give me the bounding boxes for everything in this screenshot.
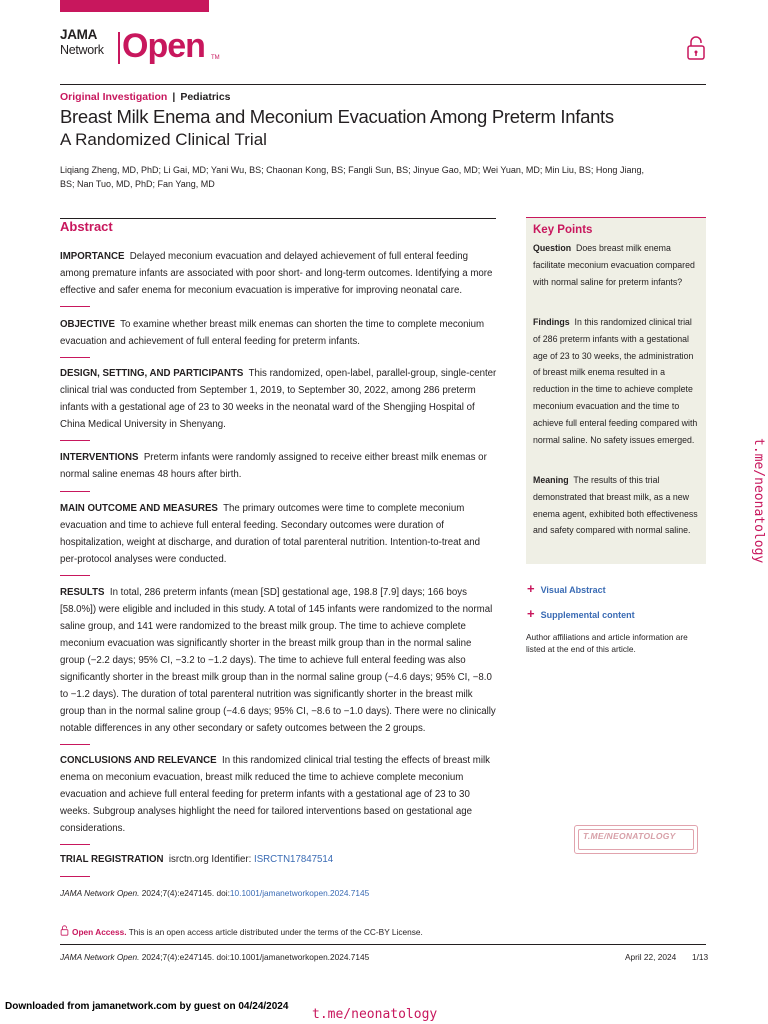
registration-link[interactable]: ISRCTN17847514 bbox=[254, 854, 334, 865]
article-subtitle: A Randomized Clinical Trial bbox=[60, 130, 267, 149]
section-text: The primary outcomes were time to complete meconium evacuation and time to achieve full enteral feeding. Secondary outcomes were duration of hospitalization, weight at discharge, and duration of total parenteral nutrition. Intention-to-treat and per-protocol analyses were conducted. bbox=[60, 503, 481, 565]
section-label: CONCLUSIONS AND RELEVANCE bbox=[60, 755, 217, 766]
header-divider bbox=[60, 84, 706, 85]
open-access-line bbox=[60, 925, 423, 938]
logo-divider bbox=[118, 32, 120, 64]
key-points-meaning bbox=[533, 472, 701, 539]
key-points-title: Key Points bbox=[533, 224, 593, 236]
open-access-label[interactable]: Open Access. bbox=[72, 927, 127, 937]
section-separator bbox=[60, 844, 90, 845]
abstract-results bbox=[60, 584, 498, 737]
journal-top-bar bbox=[60, 0, 209, 12]
footer-divider bbox=[60, 944, 706, 945]
download-notice: Downloaded from jamanetwork.com by guest on 04/24/2024 bbox=[5, 1001, 289, 1012]
meaning-label: Meaning bbox=[533, 475, 569, 485]
section-label: OBJECTIVE bbox=[60, 319, 115, 330]
citation-line bbox=[60, 887, 369, 899]
section-label: IMPORTANCE bbox=[60, 251, 125, 262]
section-separator bbox=[60, 575, 90, 576]
side-watermark: t.me/neonatology bbox=[751, 438, 766, 564]
section-label: MAIN OUTCOME AND MEASURES bbox=[60, 503, 218, 514]
footer-journal: JAMA Network Open. bbox=[60, 952, 140, 962]
abstract-divider bbox=[60, 218, 496, 219]
article-type[interactable]: Original Investigation bbox=[60, 91, 168, 103]
article-eyebrow bbox=[60, 91, 231, 104]
logo-jama-text: JAMA bbox=[60, 27, 98, 42]
visual-abstract-label: Visual Abstract bbox=[540, 585, 606, 595]
section-text: In this randomized clinical trial testing the effects of breast milk enema on meconium evacuation, breast milk reduced the time to achieve complete meconium evacuation and achieve full enteral feeding for preterm infants with a gestational age of 23 to 30 weeks. Subgroup analyses highlight the need for tailored interventions based on gestational age considerations. bbox=[60, 755, 490, 834]
page-number: 1/13 bbox=[692, 952, 709, 962]
findings-label: Findings bbox=[533, 317, 570, 327]
section-separator bbox=[60, 357, 90, 358]
open-access-text: This is an open access article distributed under the terms of the CC-BY License. bbox=[128, 927, 423, 937]
key-points-question bbox=[533, 240, 701, 290]
bottom-watermark: t.me/neonatology bbox=[312, 1007, 438, 1022]
plus-icon: + bbox=[527, 606, 535, 621]
question-text: Does breast milk enema facilitate meconium evacuation compared with normal saline for preterm infants? bbox=[533, 243, 695, 287]
section-text: Preterm infants were randomly assigned to receive either breast milk enemas or normal saline enemas 48 hours after birth. bbox=[60, 452, 487, 480]
section-label: INTERVENTIONS bbox=[60, 452, 139, 463]
supplemental-label: Supplemental content bbox=[540, 610, 635, 620]
section-separator bbox=[60, 306, 90, 307]
article-section: Pediatrics bbox=[180, 91, 231, 103]
citation-details: 2024;7(4):e247145. doi: bbox=[141, 888, 230, 898]
doi-link[interactable]: 10.1001/jamanetworkopen.2024.7145 bbox=[229, 888, 370, 898]
abstract-heading: Abstract bbox=[60, 219, 113, 234]
abstract-objective bbox=[60, 316, 498, 350]
section-text: To examine whether breast milk enemas can shorten the time to complete meconium evacuation and achievement of full enteral feeding for preterm infants. bbox=[60, 319, 485, 347]
section-label: RESULTS bbox=[60, 587, 105, 598]
registration-label: TRIAL REGISTRATION bbox=[60, 854, 164, 865]
section-separator bbox=[60, 744, 90, 745]
open-access-lock-icon bbox=[686, 35, 706, 61]
visual-abstract-link[interactable] bbox=[527, 583, 606, 596]
article-title: Breast Milk Enema and Meconium Evacuation Among Preterm Infants bbox=[60, 106, 614, 127]
abstract-importance bbox=[60, 248, 498, 299]
section-text: Delayed meconium evacuation and delayed achievement of full enteral feeding among premature infants are associated with poor short- and long-term outcomes. Identifying a more effective and safer enema for meconium evacuation is imperative for improving neonatal care. bbox=[60, 251, 493, 296]
author-list: Liqiang Zheng, MD, PhD; Li Gai, MD; Yani Wu, BS; Chaonan Kong, BS; Fangli Sun, BS; Jinyue Gao, MD; Wei Yuan, MD; Min Liu, BS; Hong Jiang, BS; Nan Tuo, MD, PhD; Fan Yang, MD bbox=[60, 165, 644, 190]
trial-registration bbox=[60, 851, 498, 868]
affiliations-note: Author affiliations and article information are listed at the end of this article. bbox=[526, 632, 688, 654]
findings-text: In this randomized clinical trial of 286 preterm infants with a gestational age of 23 to 30 weeks, the administration of breast milk enema resulted in a reduction in the time to achieve complete meconium evacuation and the time to achieve full enteral feeding compared with normal saline. No safety issues emerged. bbox=[533, 317, 698, 445]
citation-journal: JAMA Network Open. bbox=[60, 888, 140, 898]
abstract-design bbox=[60, 365, 498, 433]
meaning-text: The results of this trial demonstrated that breast milk, as a new enema agent, exhibited both effectiveness and safety compared with normal saline. bbox=[533, 475, 698, 536]
footer-details: 2024;7(4):e247145. doi:10.1001/jamanetworkopen.2024.7145 bbox=[141, 952, 370, 962]
registration-text: isrctn.org Identifier: bbox=[168, 854, 252, 865]
abstract-interventions bbox=[60, 449, 498, 483]
abstract-conclusions bbox=[60, 752, 498, 837]
key-points-findings bbox=[533, 314, 701, 448]
section-label: DESIGN, SETTING, AND PARTICIPANTS bbox=[60, 368, 244, 379]
supplemental-content-link[interactable] bbox=[527, 608, 635, 621]
section-text: This randomized, open-label, parallel-group, single-center clinical trial was conducted from September 1, 2019, to September 30, 2022, among 286 preterm infants with a gestational age of 23 to 30 weeks in the neonatal ward of the Shengjing Hospital of China Medical University in Shenyang. bbox=[60, 368, 497, 430]
publication-date: April 22, 2024 bbox=[625, 952, 677, 962]
section-separator bbox=[60, 491, 90, 492]
question-label: Question bbox=[533, 243, 572, 253]
open-access-lock-icon bbox=[60, 925, 69, 936]
logo-trademark: TM bbox=[211, 55, 220, 61]
abstract-outcomes bbox=[60, 500, 498, 568]
logo-network-text: Network bbox=[60, 43, 104, 57]
logo-open-text: Open bbox=[122, 27, 205, 65]
eyebrow-separator: | bbox=[172, 91, 176, 103]
footer-citation bbox=[60, 951, 369, 963]
watermark-stamp-text: T.ME/NEONATOLOGY bbox=[583, 831, 676, 841]
section-text: In total, 286 preterm infants (mean [SD] gestational age, 198.8 [7.9] days; 166 boys [58.0%]) were eligible and included in this study. A total of 145 infants were randomized to the normal saline group, and 141 were randomized to the breast milk group. The time to achieve complete meconium evacuation was significantly shorter in the breast milk group than in the normal saline group (−2.2 days; 95% CI, −3.2 to −1.2 days). The time to achieve full enteral feeding was also significantly shorter in the breast milk group than in the normal saline group (−4.6 days; 95% CI, −8.0 to −1.2 days). The duration of total parenteral nutrition was significantly shorter in the breast milk group than in the normal saline group (−4.6 days; 95% CI, −8.6 to −1.0 days). There were no clinically notable differences in any other secondary or safety outcomes between the 2 groups. bbox=[60, 587, 496, 734]
section-separator bbox=[60, 876, 90, 877]
plus-icon: + bbox=[527, 581, 535, 596]
section-separator bbox=[60, 440, 90, 441]
